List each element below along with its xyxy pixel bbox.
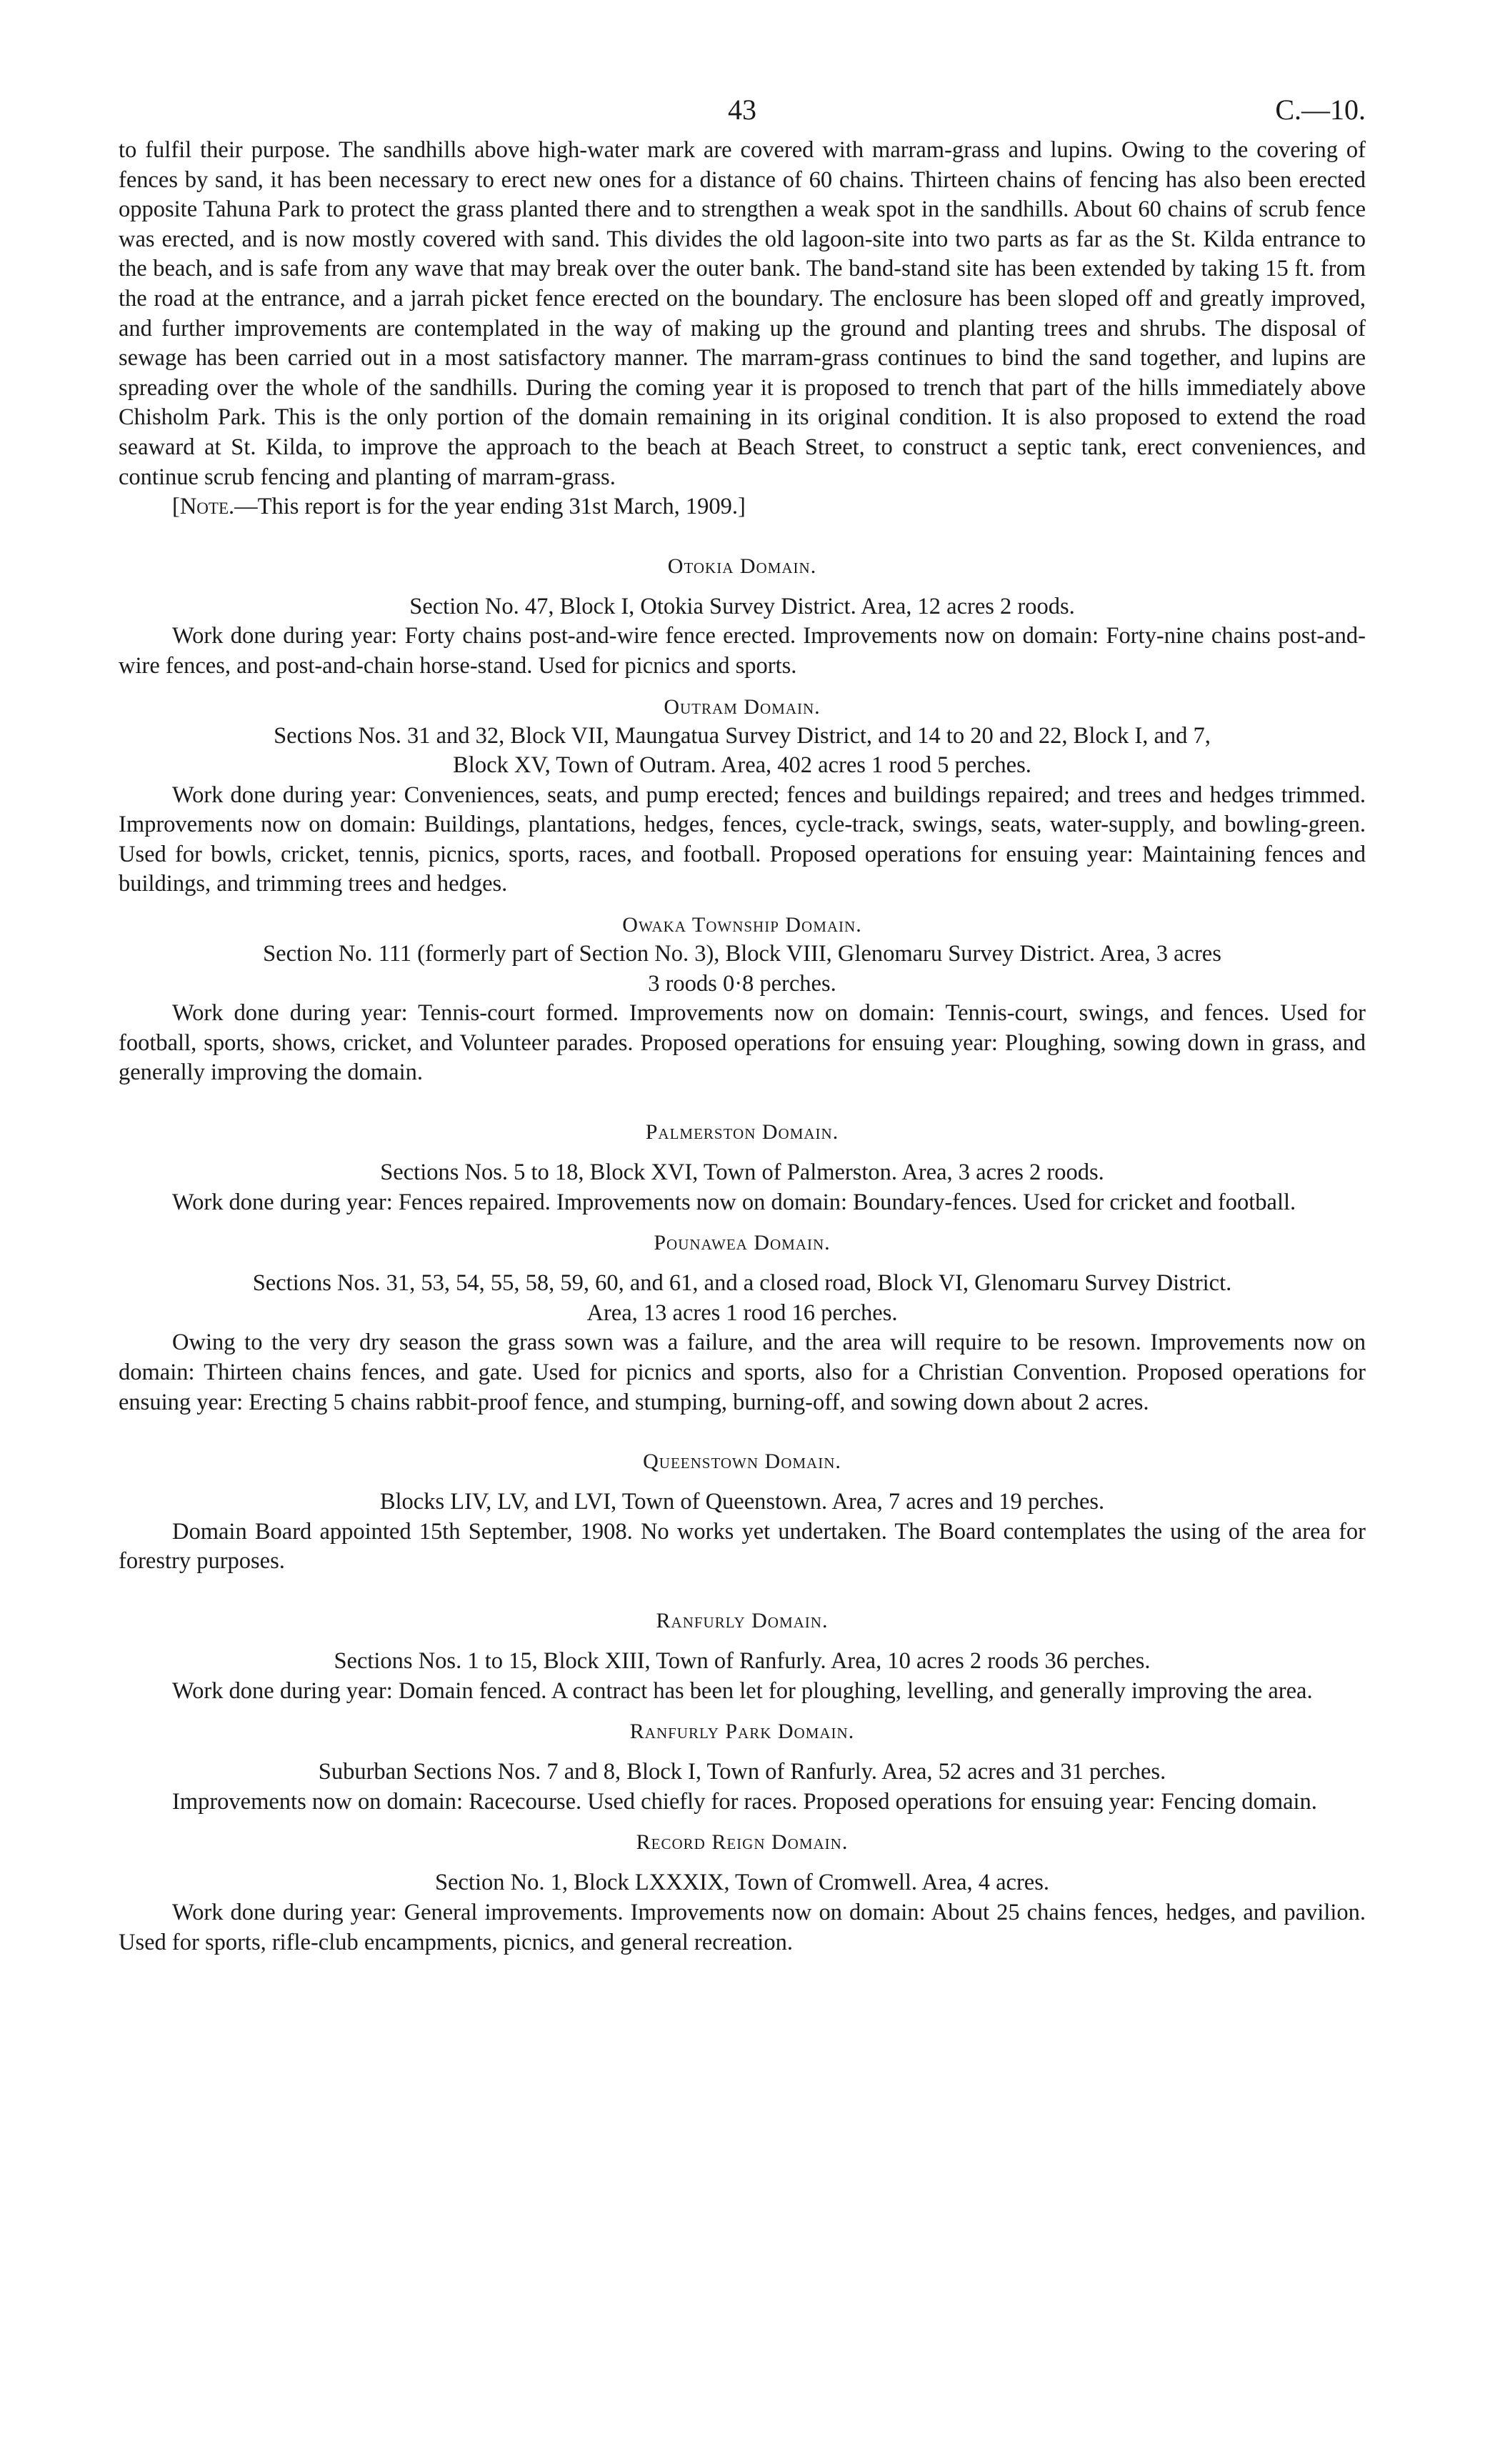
- palmerston-section: Sections Nos. 5 to 18, Block XVI, Town of Palmerston. Area, 3 acres 2 roods.: [380, 1159, 1104, 1186]
- palmerston-heading: Palmerston Domain.: [645, 1120, 839, 1144]
- pounawea-section-continued: Area, 13 acres 1 rood 16 perches.: [586, 1300, 898, 1326]
- intro-paragraph: to fulfil their purpose. The sandhills above high-water mark are covered with marram-grass and lupins. Owing to the covering of fences by sand, it has been necessary to erect new ones for a distance of 60 chains. Thirteen chains of fencing has also been erected opposite Tahuna Park to protect the grass planted there and to strengthen a weak spot in the sandhills. About 60 chains of scrub fence was erected, and is now mostly covered with sand. This divides the old lagoon-site into two parts as far as the St. Kilda entrance to the beach, and is safe from any wave that may break over the outer bank. The band-stand site has been extended by taking 15 ft. from the road at the entrance, and a jarrah picket fence erected on the boundary. The enclosure has been sloped off and greatly improved, and further improvements are contemplated in the way of making up the ground and planting trees and shrubs. The disposal of sewage has been carried out in a most satisfactory manner. The marram-grass continues to bind the sand together, and lupins are spreading over the whole of the sandhills. During the coming year it is proposed to trench that part of the hills immediately above Chisholm Park. This is the only portion of the domain remaining in its original condition. It is also proposed to extend the road seaward at St. Kilda, to improve the approach to the beach at Beach Street, to construct a septic tank, erect conveniences, and continue scrub fencing and planting of marram-grass.: [119, 137, 1366, 490]
- otokia-section: Section No. 47, Block I, Otokia Survey District. Area, 12 acres 2 roods.: [409, 593, 1075, 619]
- queenstown-section: Blocks LIV, LV, and LVI, Town of Queenstown. Area, 7 acres and 19 perches.: [379, 1489, 1105, 1515]
- note-label: [Note.: [172, 494, 235, 520]
- palmerston-body: Work done during year: Fences repaired. Improvements now on domain: Boundary-fences. Used for cricket and football.: [172, 1189, 1296, 1215]
- document-page: [119, 93, 1366, 1957]
- otokia-body: Work done during year: Forty chains post-and-wire fence erected. Improvements now on domain: Forty-nine chains post-and-wire fences, and post-and-chain horse-stand. Used for picnics and sports.: [119, 623, 1366, 679]
- owaka-section: Section No. 111 (formerly part of Section No. 3), Block VIII, Glenomaru Survey District. Area, 3 acres: [263, 941, 1221, 967]
- pounawea-heading: Pounawea Domain.: [654, 1231, 831, 1255]
- document-reference: C.—10.: [1275, 94, 1366, 126]
- pounawea-body: Owing to the very dry season the grass sown was a failure, and the area will require to be resown. Improvements now on domain: Thirteen chains fences, and gate. Used for picnics and sports, also for a Christian Convention. Proposed operations for ensuing year: Erecting 5 chains rabbit-proof fence, and stumping, burning-off, and sowing down about 2 acres.: [119, 1330, 1366, 1415]
- owaka-section-continued: 3 roods 0·8 perches.: [648, 970, 836, 997]
- record-reign-section: Section No. 1, Block LXXXIX, Town of Cromwell. Area, 4 acres.: [434, 1870, 1049, 1896]
- ranfurly-heading: Ranfurly Domain.: [656, 1608, 829, 1632]
- ranfurly-section: Sections Nos. 1 to 15, Block XIII, Town of Ranfurly. Area, 10 acres 2 roods 36 perches.: [334, 1647, 1151, 1674]
- outram-section-continued: Block XV, Town of Outram. Area, 402 acres 1 rood 5 perches.: [453, 752, 1031, 779]
- record-reign-heading: Record Reign Domain.: [636, 1830, 849, 1855]
- ranfurly-park-section: Suburban Sections Nos. 7 and 8, Block I, Town of Ranfurly. Area, 52 acres and 31 perches.: [318, 1759, 1166, 1785]
- page-number: 43: [728, 94, 756, 126]
- page-header: [119, 93, 1366, 136]
- note-text: —This report is for the year ending 31st March, 1909.]: [234, 494, 746, 520]
- outram-section: Sections Nos. 31 and 32, Block VII, Maungatua Survey District, and 14 to 20 and 22, Block I, and 7,: [274, 722, 1211, 749]
- intro-note: [119, 492, 1366, 522]
- ranfurly-body: Work done during year: Domain fenced. A contract has been let for ploughing, levelling, and generally improving the area.: [172, 1677, 1313, 1704]
- outram-heading: Outram Domain.: [664, 694, 821, 719]
- queenstown-body: Domain Board appointed 15th September, 1908. No works yet undertaken. The Board contemplates the using of the area for forestry purposes.: [119, 1518, 1366, 1575]
- queenstown-heading: Queenstown Domain.: [643, 1450, 841, 1474]
- otokia-heading: Otokia Domain.: [667, 554, 817, 578]
- outram-body: Work done during year: Conveniences, seats, and pump erected; fences and buildings repaired; and trees and hedges trimmed. Improvements now on domain: Buildings, plantations, hedges, fences, cycle-track, swings, seats, water-supply, and bowling-green. Used for bowls, cricket, tennis, picnics, sports, races, and football. Proposed operations for ensuing year: Maintaining fences and buildings, and trimming trees and hedges.: [119, 782, 1366, 897]
- pounawea-section: Sections Nos. 31, 53, 54, 55, 58, 59, 60, and 61, and a closed road, Block VI, Glenomaru Survey District.: [252, 1270, 1232, 1297]
- ranfurly-park-body: Improvements now on domain: Racecourse. Used chiefly for races. Proposed operations for ensuing year: Fencing domain.: [172, 1788, 1317, 1815]
- ranfurly-park-heading: Ranfurly Park Domain.: [629, 1720, 855, 1744]
- record-reign-body: Work done during year: General improvements. Improvements now on domain: About 25 chains fences, hedges, and pavilion. Used for sports, rifle-club encampments, picnics, and general recreation.: [119, 1899, 1366, 1955]
- owaka-heading: Owaka Township Domain.: [622, 913, 862, 937]
- owaka-body: Work done during year: Tennis-court formed. Improvements now on domain: Tennis-court, swings, and fences. Used for football, sports, shows, cricket, and Volunteer parades. Proposed operations for ensuing year: Ploughing, sowing down in grass, and generally improving the domain.: [119, 1000, 1366, 1086]
